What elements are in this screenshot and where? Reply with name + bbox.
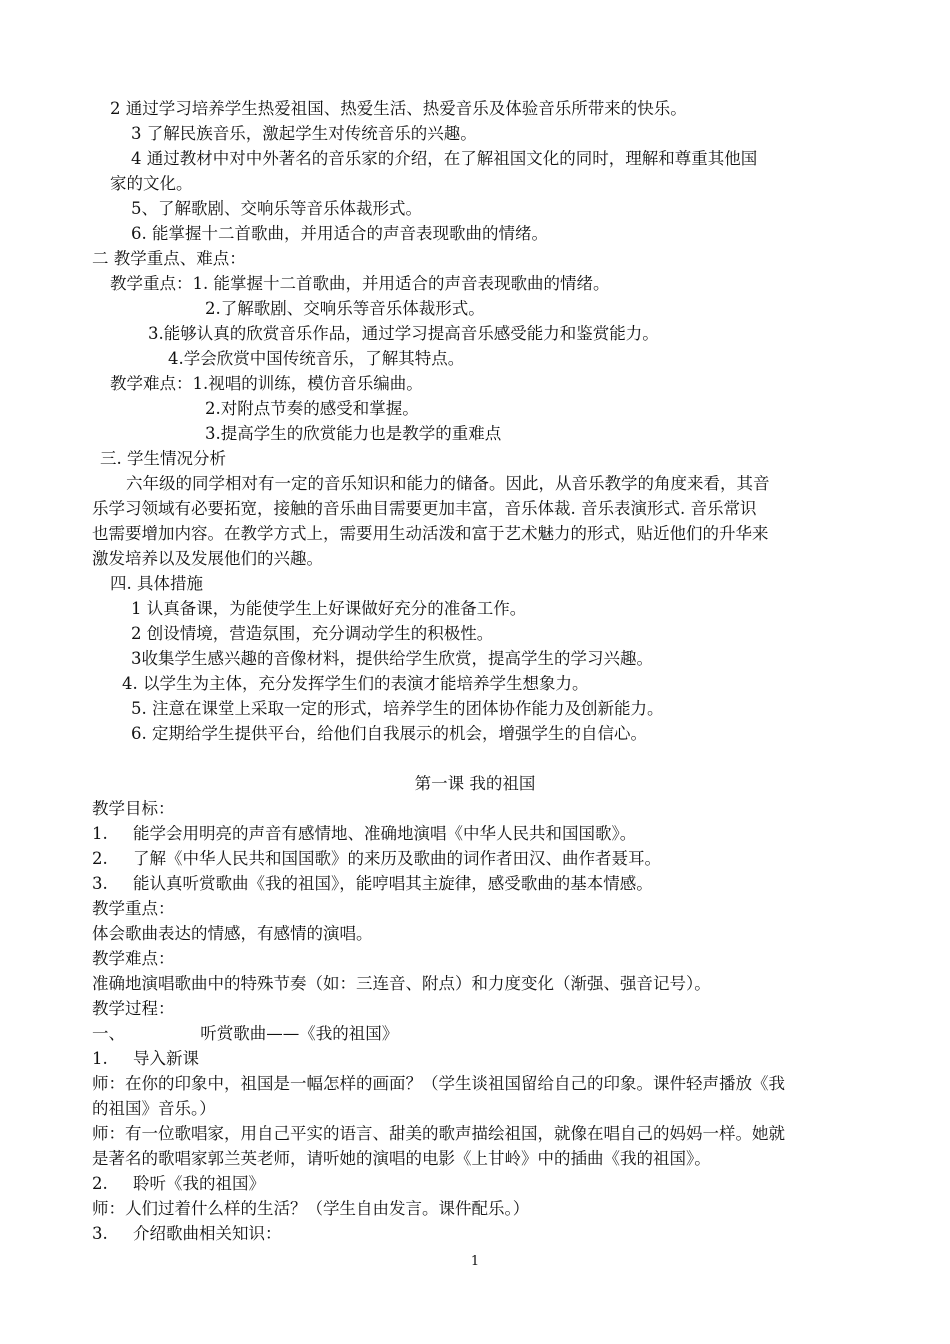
teacher-line: 师：在你的印象中，祖国是一幅怎样的画面？（学生谈祖国留给自己的印象。课件轻声播放《我 [92, 1074, 785, 1093]
measure-item: 2 创设情境，营造氛围，充分调动学生的积极性。 [131, 624, 494, 643]
process-step [92, 1222, 282, 1246]
paragraph-line: 激发培养以及发展他们的兴趣。 [92, 549, 323, 568]
teacher-line: 师：人们过着什么样的生活？（学生自由发言。课件配乐。） [92, 1199, 530, 1218]
section-heading: 三. 学生情况分析 [100, 449, 226, 468]
part-number: 一、 [92, 1024, 125, 1043]
process-step [92, 1047, 199, 1071]
goals-heading: 教学目标： [92, 799, 175, 818]
step-number: 1. [92, 1049, 108, 1068]
goal-item [92, 847, 661, 871]
teacher-line: 师：有一位歌唱家，用自己平实的语言、甜美的歌声描绘祖国，就像在唱自己的妈妈一样。她就 [92, 1124, 785, 1143]
objective-item: 家的文化。 [110, 174, 193, 193]
goal-text: 了解《中华人民共和国国歌》的来历及歌曲的词作者田汉、曲作者聂耳。 [133, 849, 661, 868]
objective-item: 4 通过教材中对中外著名的音乐家的介绍，在了解祖国文化的同时，理解和尊重其他国 [131, 149, 758, 168]
section-heading: 四. 具体措施 [110, 574, 203, 593]
lesson-title: 第一课 我的祖国 [414, 774, 536, 793]
key-point-item: 教学重点：1. 能掌握十二首歌曲，并用适合的声音表现歌曲的情绪。 [110, 274, 610, 293]
teacher-line: 的祖国》音乐。） [92, 1099, 216, 1118]
step-title: 介绍歌曲相关知识： [133, 1224, 282, 1243]
key-point-item: 4.学会欣赏中国传统音乐，了解其特点。 [168, 349, 465, 368]
step-title: 导入新课 [133, 1049, 199, 1068]
paragraph-line: 乐学习领域有必要拓宽，接触的音乐曲目需要更加丰富，音乐体裁. 音乐表演形式. 音乐常识 [92, 499, 757, 518]
goal-item [92, 822, 636, 846]
goal-number: 1. [92, 824, 108, 843]
focus-heading: 教学重点： [92, 899, 175, 918]
objective-item: 5、了解歌剧、交响乐等音乐体裁形式。 [131, 199, 422, 218]
goal-number: 2. [92, 849, 108, 868]
process-part [92, 1022, 398, 1046]
goal-text: 能认真听赏歌曲《我的祖国》，能哼唱其主旋律，感受歌曲的基本情感。 [133, 874, 653, 893]
measure-item: 4. 以学生为主体，充分发挥学生们的表演才能培养学生想象力。 [122, 674, 589, 693]
paragraph-line: 也需要增加内容。在教学方式上，需要用生动活泼和富于艺术魅力的形式，贴近他们的升华来 [92, 524, 769, 543]
goal-number: 3. [92, 874, 108, 893]
objective-item: 2 通过学习培养学生热爱祖国、热爱生活、热爱音乐及体验音乐所带来的快乐。 [110, 99, 687, 118]
difficulty-item: 3.提高学生的欣赏能力也是教学的重难点 [205, 424, 502, 443]
difficulty-text: 准确地演唱歌曲中的特殊节奏（如：三连音、附点）和力度变化（渐强、强音记号）。 [92, 974, 711, 993]
key-point-item: 3.能够认真的欣赏音乐作品，通过学习提高音乐感受能力和鉴赏能力。 [148, 324, 659, 343]
key-point-item: 2.了解歌剧、交响乐等音乐体裁形式。 [205, 299, 485, 318]
difficulty-heading: 教学难点： [92, 949, 175, 968]
process-heading: 教学过程： [92, 999, 175, 1018]
objective-item: 3 了解民族音乐，激起学生对传统音乐的兴趣。 [131, 124, 477, 143]
step-number: 2. [92, 1174, 108, 1193]
step-number: 3. [92, 1224, 108, 1243]
section-heading: 二 教学重点、难点： [92, 249, 246, 268]
difficulty-item: 教学难点：1.视唱的训练，模仿音乐编曲。 [110, 374, 423, 393]
goal-item [92, 872, 653, 896]
measure-item: 5. 注意在课堂上采取一定的形式，培养学生的团体协作能力及创新能力。 [131, 699, 664, 718]
teacher-line: 是著名的歌唱家郭兰英老师，请听她的演唱的电影《上甘岭》中的插曲《我的祖国》。 [92, 1149, 711, 1168]
measure-item: 6. 定期给学生提供平台，给他们自我展示的机会，增强学生的自信心。 [131, 724, 647, 743]
measure-item: 3收集学生感兴趣的音像材料，提供给学生欣赏，提高学生的学习兴趣。 [131, 649, 653, 668]
step-title: 聆听《我的祖国》 [133, 1174, 265, 1193]
goal-text: 能学会用明亮的声音有感情地、准确地演唱《中华人民共和国国歌》。 [133, 824, 637, 843]
page-number: 1 [470, 1254, 480, 1269]
objective-item: 6. 能掌握十二首歌曲，并用适合的声音表现歌曲的情绪。 [131, 224, 548, 243]
process-step [92, 1172, 265, 1196]
focus-text: 体会歌曲表达的情感，有感情的演唱。 [92, 924, 373, 943]
difficulty-item: 2.对附点节奏的感受和掌握。 [205, 399, 419, 418]
paragraph-line: 六年级的同学相对有一定的音乐知识和能力的储备。因此，从音乐教学的角度来看，其音 [126, 474, 770, 493]
part-title: 听赏歌曲——《我的祖国》 [200, 1024, 399, 1043]
measure-item: 1 认真备课，为能使学生上好课做好充分的准备工作。 [131, 599, 527, 618]
